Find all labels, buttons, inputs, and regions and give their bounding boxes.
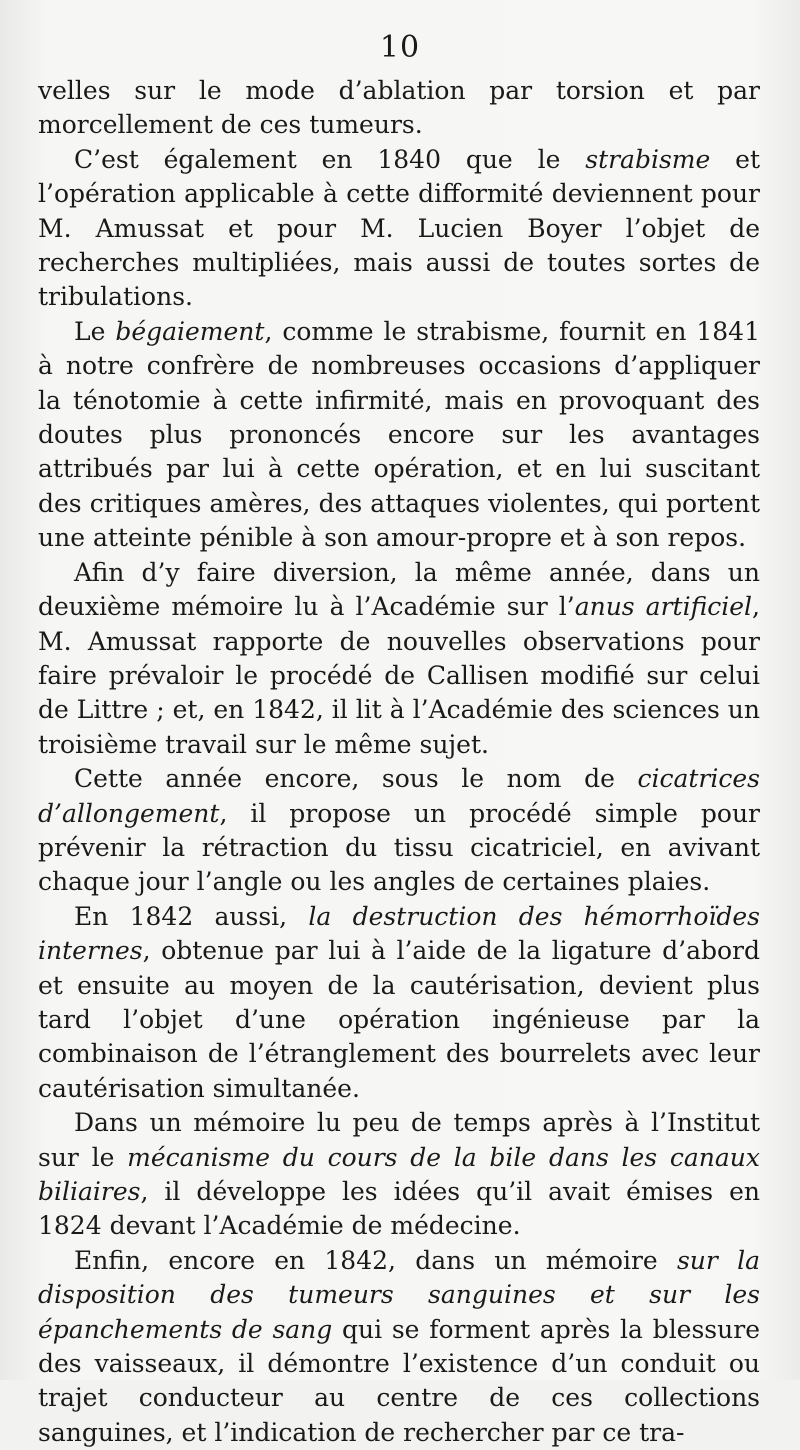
paragraph [38,74,760,143]
text-run: Cette année encore, sous le nom de [74,764,638,794]
italic-text: mécanisme du cours de la bile dans les canaux biliaires [38,1142,760,1206]
italic-text: bégaiement [115,316,265,346]
text-run: Enfin, encore en 1842, dans un mémoire [74,1245,677,1275]
text-run: Afin d’y faire diversion, la même année, dans un deuxième mémoire lu à l’Académie sur l’ [38,557,760,622]
text-run: , il développe les idées qu’il avait émises en 1824 devant l’Académie de médecine. [38,1177,760,1241]
text-run: Le [74,316,116,346]
body-text [38,74,760,1450]
paragraph [38,315,760,556]
italic-text: la destruction des hémorrhoïdes internes [38,901,761,966]
text-run: et l’opération applicable à cette difformité deviennent pour M. Amussat et pour M. Lucien Boyer l’objet de recherches multipliées, mais aussi de toutes sortes de tribulations. [38,144,760,312]
paragraph [38,1106,760,1244]
text-run: , obtenue par lui à l’aide de la ligature d’abord et ensuite au moyen de la cautérisation, devient plus tard l’objet d’une opération ingénieuse par la combinaison de l’étranglement des bourrelets avec leur cautérisation simultanée. [38,936,760,1103]
text-run: qui se forment après la blessure des vaisseaux, il démontre l’existence d’un conduit ou trajet conducteur au centre de ces collections sanguines, et l’indication de rechercher par ce tra- [38,1314,760,1447]
text-run: velles sur le mode d’ablation par torsion et par morcellement de ces tumeurs. [38,76,760,140]
paragraph [38,1244,760,1450]
text-run: , M. Amussat rapporte de nouvelles observations pour faire prévaloir le procédé de Callisen modifié sur celui de Littre ; et, en 1842, il lit à l’Académie des sciences un troisième travail sur le même sujet. [38,592,760,759]
page-number: 10 [379,30,421,65]
text-run: , comme le strabisme, fournit en 1841 à notre confrère de nombreuses occasions d’appliquer la ténotomie à cette infirmité, mais en provoquant des doutes plus prononcés encore sur les avantages attribués par lui à cette opération, et en lui suscitant des critiques amères, des attaques violentes, qui portent une atteinte pénible à son amour-propre et à son repos. [38,316,760,553]
italic-text: anus artificiel [574,592,753,622]
italic-text: strabisme [585,144,711,174]
paragraph [38,143,760,315]
italic-text: cicatrices d’allongement [38,764,760,828]
italic-text: sur la disposition des tumeurs sanguines et sur les épanchements de sang [38,1245,760,1344]
paragraph [38,900,760,1106]
paragraph [38,762,760,900]
text-run: Dans un mémoire lu peu de temps après à l’Institut sur le [38,1108,760,1172]
text-run: En 1842 aussi, [74,901,309,931]
text-run: , il propose un procédé simple pour prévenir la rétraction du tissu cicatriciel, en avivant chaque jour l’angle ou les angles de certaines plaies. [38,798,760,897]
text-run: C’est également en 1840 que le [74,144,586,174]
paragraph [38,556,760,762]
